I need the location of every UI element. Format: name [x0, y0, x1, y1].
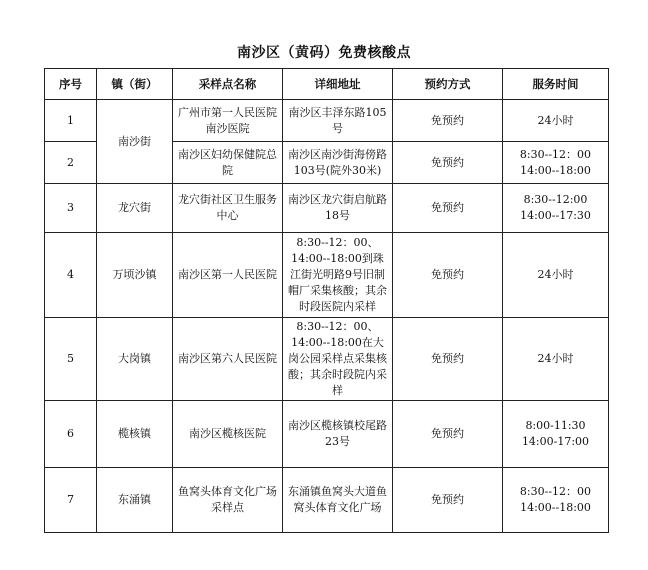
cell-no: 2 — [45, 142, 97, 184]
cell-address: 8:30--12：00、14:00--18:00在大岗公园采样点采集核酸；其余时段院内采样 — [283, 318, 393, 401]
header-hours: 服务时间 — [503, 69, 609, 100]
cell-hours: 8:00-11:30 14:00-17:00 — [503, 401, 609, 468]
cell-booking: 免预约 — [393, 318, 503, 401]
cell-town: 大岗镇 — [97, 318, 173, 401]
cell-address: 南沙区丰泽东路105号 — [283, 100, 393, 142]
cell-site: 鱼窝头体育文化广场采样点 — [173, 468, 283, 533]
cell-booking: 免预约 — [393, 100, 503, 142]
table-header-row — [45, 69, 609, 100]
cell-address: 8:30--12：00、14:00--18:00到珠江街光明路9号旧制帽厂采集核酸；其余时段医院内采样 — [283, 233, 393, 318]
cell-no: 7 — [45, 468, 97, 533]
cell-site: 南沙区妇幼保健院总院 — [173, 142, 283, 184]
cell-hours: 8:30--12：00 14:00--18:00 — [503, 468, 609, 533]
table-row — [45, 233, 609, 318]
cell-site: 南沙区第一人民医院 — [173, 233, 283, 318]
cell-hours: 24小时 — [503, 233, 609, 318]
cell-site: 龙穴街社区卫生服务中心 — [173, 184, 283, 233]
cell-town: 南沙街 — [97, 100, 173, 184]
cell-no: 4 — [45, 233, 97, 318]
cell-no: 5 — [45, 318, 97, 401]
cell-hours: 8:30--12：00 14:00--18:00 — [503, 142, 609, 184]
cell-town: 榄核镇 — [97, 401, 173, 468]
cell-town: 万顷沙镇 — [97, 233, 173, 318]
table-row — [45, 184, 609, 233]
table-row — [45, 318, 609, 401]
cell-address: 南沙区榄核镇校尾路23号 — [283, 401, 393, 468]
cell-site: 南沙区榄核医院 — [173, 401, 283, 468]
testing-sites-table — [44, 68, 609, 533]
header-town: 镇（街） — [97, 69, 173, 100]
cell-address: 南沙区南沙街海傍路103号(院外30米) — [283, 142, 393, 184]
cell-hours: 24小时 — [503, 318, 609, 401]
cell-no: 3 — [45, 184, 97, 233]
cell-address: 东涌镇鱼窝头大道鱼窝头体育文化广场 — [283, 468, 393, 533]
cell-no: 1 — [45, 100, 97, 142]
cell-hours: 8:30--12:00 14:00--17:30 — [503, 184, 609, 233]
cell-booking: 免预约 — [393, 468, 503, 533]
cell-town: 东涌镇 — [97, 468, 173, 533]
cell-town: 龙穴街 — [97, 184, 173, 233]
cell-booking: 免预约 — [393, 142, 503, 184]
cell-address: 南沙区龙穴街启航路18号 — [283, 184, 393, 233]
table-row — [45, 401, 609, 468]
header-booking: 预约方式 — [393, 69, 503, 100]
cell-booking: 免预约 — [393, 184, 503, 233]
cell-site: 广州市第一人民医院南沙医院 — [173, 100, 283, 142]
header-site: 采样点名称 — [173, 69, 283, 100]
cell-booking: 免预约 — [393, 401, 503, 468]
table-row — [45, 100, 609, 142]
cell-site: 南沙区第六人民医院 — [173, 318, 283, 401]
table-row — [45, 468, 609, 533]
header-address: 详细地址 — [283, 69, 393, 100]
cell-booking: 免预约 — [393, 233, 503, 318]
cell-hours: 24小时 — [503, 100, 609, 142]
header-no: 序号 — [45, 69, 97, 100]
cell-no: 6 — [45, 401, 97, 468]
page-title: 南沙区（黄码）免费核酸点 — [237, 45, 411, 61]
